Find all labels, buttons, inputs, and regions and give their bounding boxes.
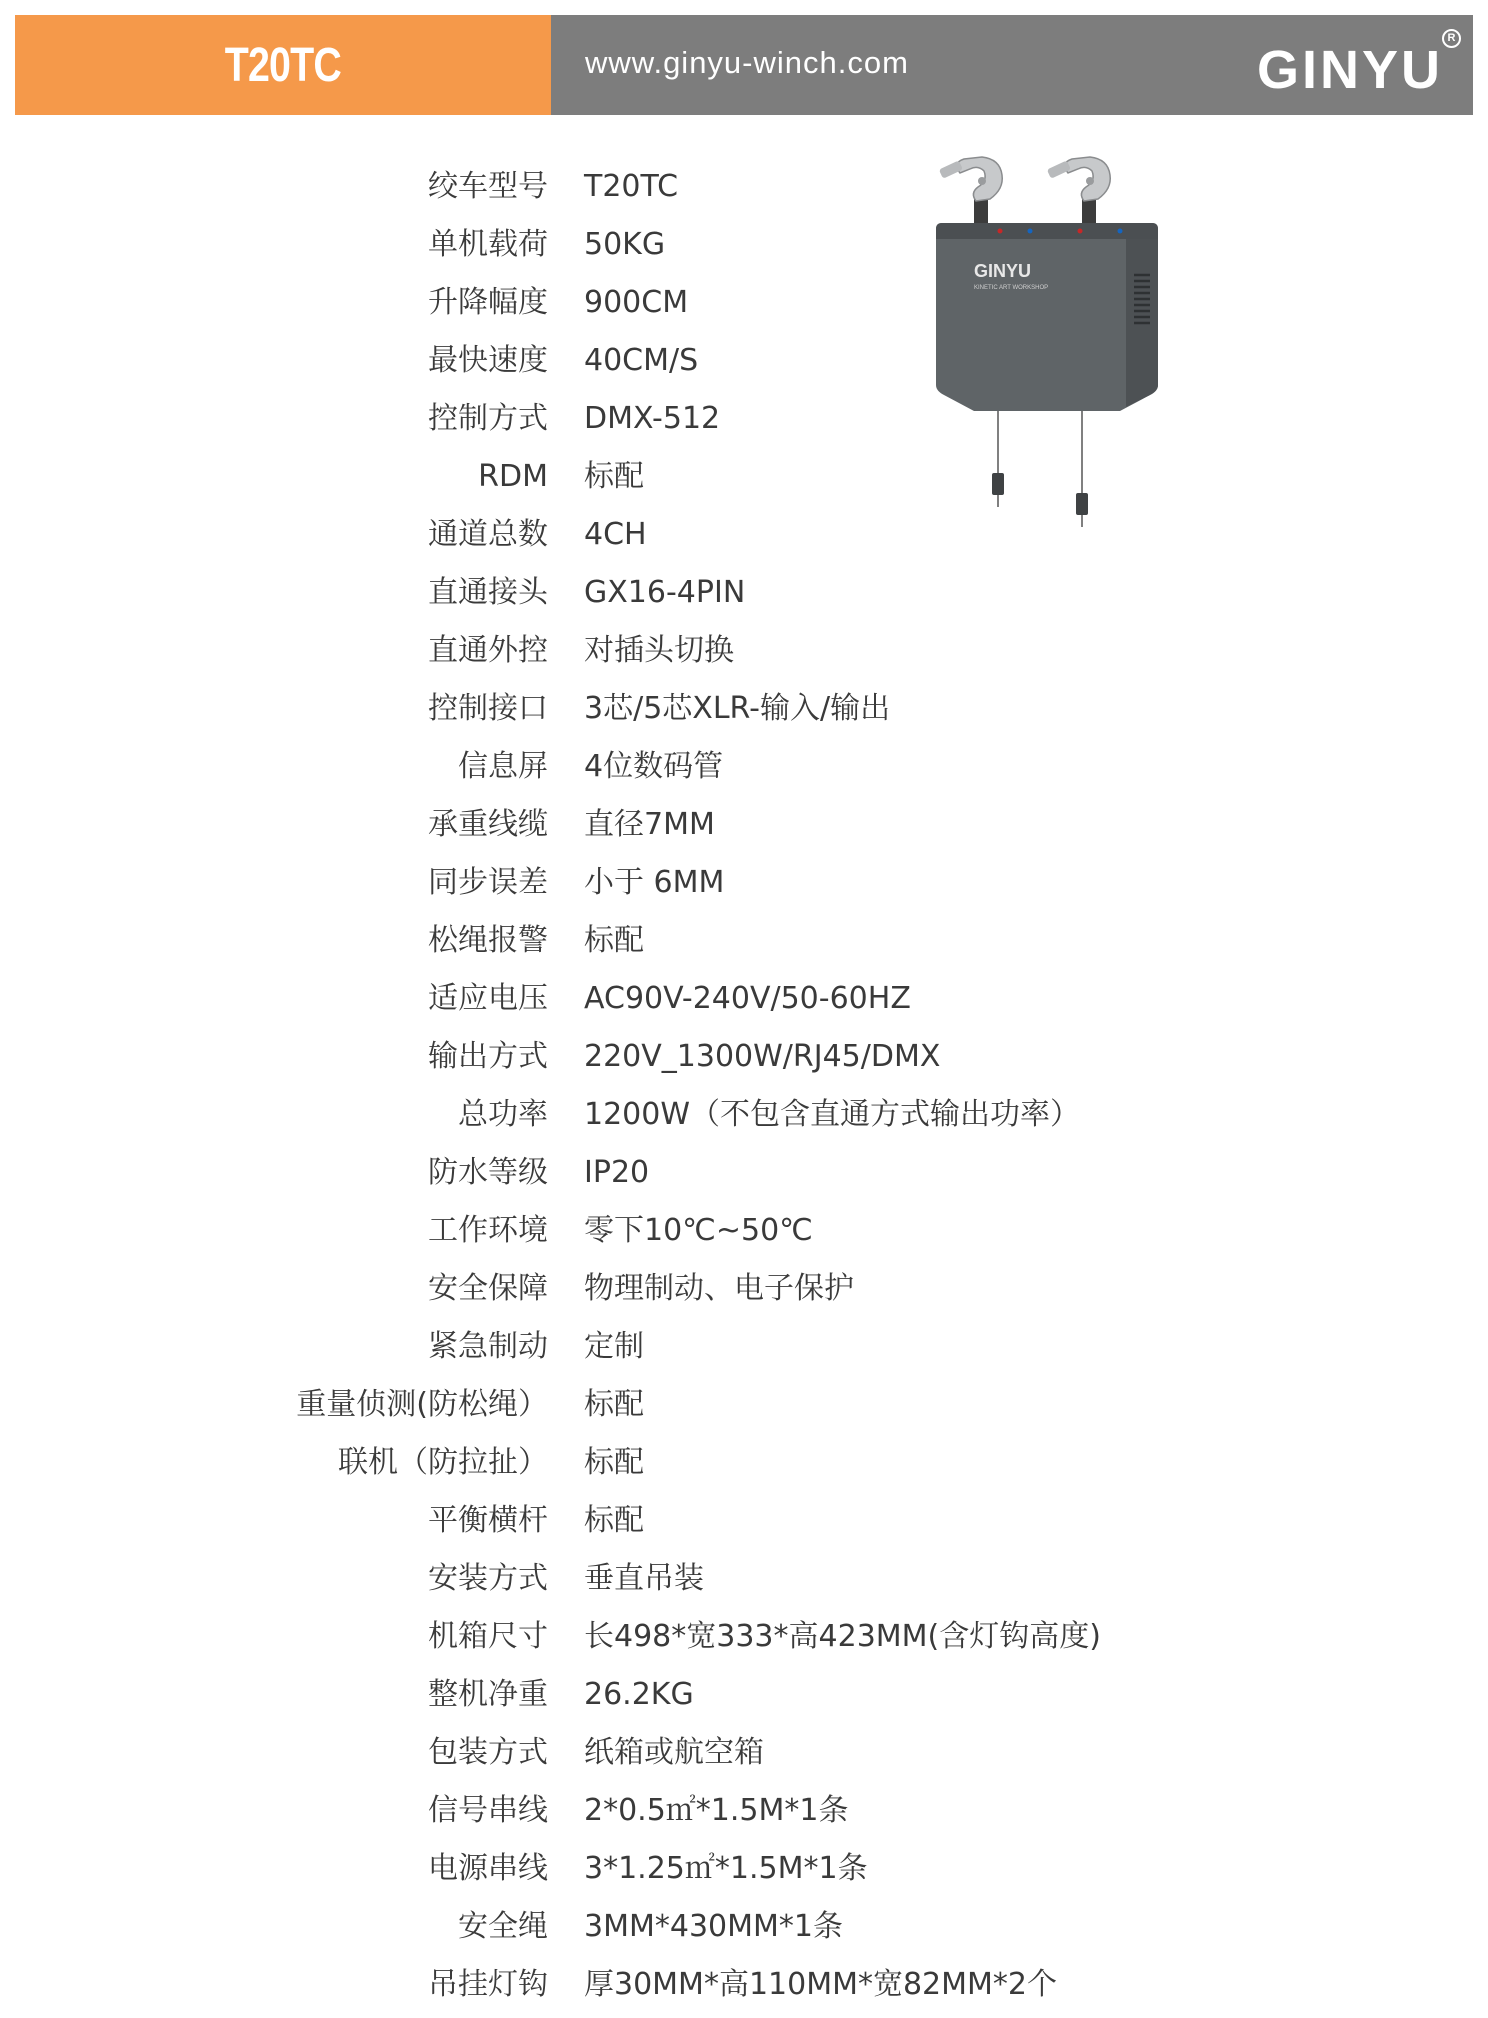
spec-row: [0, 158, 1488, 216]
spec-label: 防水等级: [428, 1155, 548, 1190]
spec-value: 220V_1300W/RJ45/DMX: [584, 1039, 941, 1074]
spec-row: [0, 1898, 1488, 1956]
spec-row: [0, 1724, 1488, 1782]
spec-value: 1200W（不包含直通方式输出功率）: [584, 1097, 1081, 1132]
spec-row: [0, 1086, 1488, 1144]
page-header: [15, 15, 1473, 115]
spec-label: 承重线缆: [428, 807, 548, 842]
spec-label: 安装方式: [428, 1561, 548, 1596]
spec-label: 重量侦测(防松绳）: [296, 1387, 548, 1422]
spec-row: [0, 1202, 1488, 1260]
spec-row: [0, 1840, 1488, 1898]
spec-row: [0, 1144, 1488, 1202]
spec-value: AC90V-240V/50-60HZ: [584, 981, 911, 1016]
spec-label: 升降幅度: [428, 285, 548, 320]
spec-label: 输出方式: [428, 1039, 548, 1074]
spec-label: 紧急制动: [428, 1329, 548, 1364]
spec-row: [0, 912, 1488, 970]
spec-row: [0, 506, 1488, 564]
spec-value: 26.2KG: [584, 1677, 694, 1712]
spec-label: 松绳报警: [428, 923, 548, 958]
spec-value: T20TC: [584, 169, 679, 204]
spec-label: 信息屏: [458, 749, 548, 784]
spec-label: 联机（防拉扯）: [338, 1445, 548, 1480]
spec-row: [0, 1550, 1488, 1608]
spec-label: 总功率: [458, 1097, 548, 1132]
spec-value: DMX-512: [584, 401, 721, 436]
housing-brand-text: GINYU: [974, 261, 1032, 281]
spec-value: 40CM/S: [584, 343, 699, 378]
spec-row: [0, 680, 1488, 738]
spec-label: 工作环境: [428, 1213, 548, 1248]
spec-value: 50KG: [584, 227, 666, 262]
spec-row: [0, 738, 1488, 796]
spec-label: 最快速度: [428, 343, 548, 378]
spec-label: 安全绳: [458, 1909, 548, 1944]
spec-value: 2*0.5㎡*1.5M*1条: [584, 1793, 849, 1828]
spec-value: 900CM: [584, 285, 689, 320]
spec-row: [0, 970, 1488, 1028]
spec-value: 小于 6MM: [584, 865, 725, 900]
spec-value: 物理制动、电子保护: [584, 1271, 854, 1306]
spec-label: 绞车型号: [428, 169, 548, 204]
spec-row: [0, 622, 1488, 680]
spec-value: 4位数码管: [584, 749, 724, 784]
spec-value: 标配: [584, 459, 644, 494]
spec-label: 单机载荷: [428, 227, 548, 262]
spec-row: [0, 796, 1488, 854]
spec-label: 安全保障: [428, 1271, 548, 1306]
spec-label: 直通接头: [428, 575, 548, 610]
spec-row: [0, 1956, 1488, 2014]
spec-row: [0, 1028, 1488, 1086]
spec-label: 吊挂灯钩: [428, 1967, 548, 2002]
spec-row: [0, 332, 1488, 390]
spec-value: 厚30MM*高110MM*宽82MM*2个: [584, 1967, 1057, 2002]
brand-logo: GINYU: [1256, 40, 1443, 100]
spec-value: 标配: [584, 1387, 644, 1422]
spec-row: [0, 1376, 1488, 1434]
spec-label: 适应电压: [428, 981, 548, 1016]
housing-sub-text: KINETIC ART WORKSHOP: [974, 285, 1049, 291]
spec-value: 标配: [584, 1445, 644, 1480]
spec-label: 同步误差: [428, 865, 548, 900]
spec-row: [0, 448, 1488, 506]
spec-value: 3芯/5芯XLR-输入/输出: [584, 691, 891, 726]
spec-value: 纸箱或航空箱: [584, 1735, 764, 1770]
spec-row: [0, 854, 1488, 912]
spec-value: IP20: [584, 1155, 650, 1190]
spec-label: 控制接口: [428, 691, 548, 726]
spec-row: [0, 1492, 1488, 1550]
spec-row: [0, 564, 1488, 622]
model-title: T20TC: [224, 38, 342, 92]
spec-row: [0, 216, 1488, 274]
spec-value: 长498*宽333*高423MM(含灯钩高度): [584, 1619, 1101, 1654]
spec-row: [0, 1434, 1488, 1492]
spec-value: 标配: [584, 1503, 644, 1538]
spec-row: [0, 1666, 1488, 1724]
spec-value: 定制: [584, 1329, 644, 1364]
spec-label: 整机净重: [428, 1677, 548, 1712]
spec-label: 电源串线: [428, 1851, 548, 1886]
spec-value: GX16-4PIN: [584, 575, 746, 610]
spec-value: 标配: [584, 923, 644, 958]
model-banner: [15, 15, 551, 115]
spec-value: 4CH: [584, 517, 647, 552]
spec-row: [0, 1608, 1488, 1666]
spec-label: 直通外控: [428, 633, 548, 668]
spec-value: 零下10℃~50℃: [584, 1213, 813, 1248]
spec-label: 控制方式: [428, 401, 548, 436]
spec-table: [0, 158, 1488, 2014]
spec-label: 平衡横杆: [428, 1503, 548, 1538]
spec-row: [0, 390, 1488, 448]
spec-label: 机箱尺寸: [428, 1619, 548, 1654]
spec-label: 包装方式: [428, 1735, 548, 1770]
spec-label: RDM: [478, 459, 548, 494]
spec-value: 垂直吊装: [584, 1561, 704, 1596]
spec-row: [0, 274, 1488, 332]
registered-mark: R: [1442, 29, 1461, 48]
spec-value: 3*1.25㎡*1.5M*1条: [584, 1851, 868, 1886]
spec-row: [0, 1318, 1488, 1376]
spec-value: 对插头切换: [584, 633, 734, 668]
spec-value: 3MM*430MM*1条: [584, 1909, 843, 1944]
spec-row: [0, 1260, 1488, 1318]
brand-banner: [551, 15, 1473, 115]
spec-value: 直径7MM: [584, 807, 715, 842]
spec-row: [0, 1782, 1488, 1840]
website-link[interactable]: www.ginyu-winch.com: [585, 45, 909, 80]
spec-label: 信号串线: [428, 1793, 548, 1828]
spec-label: 通道总数: [428, 517, 548, 552]
